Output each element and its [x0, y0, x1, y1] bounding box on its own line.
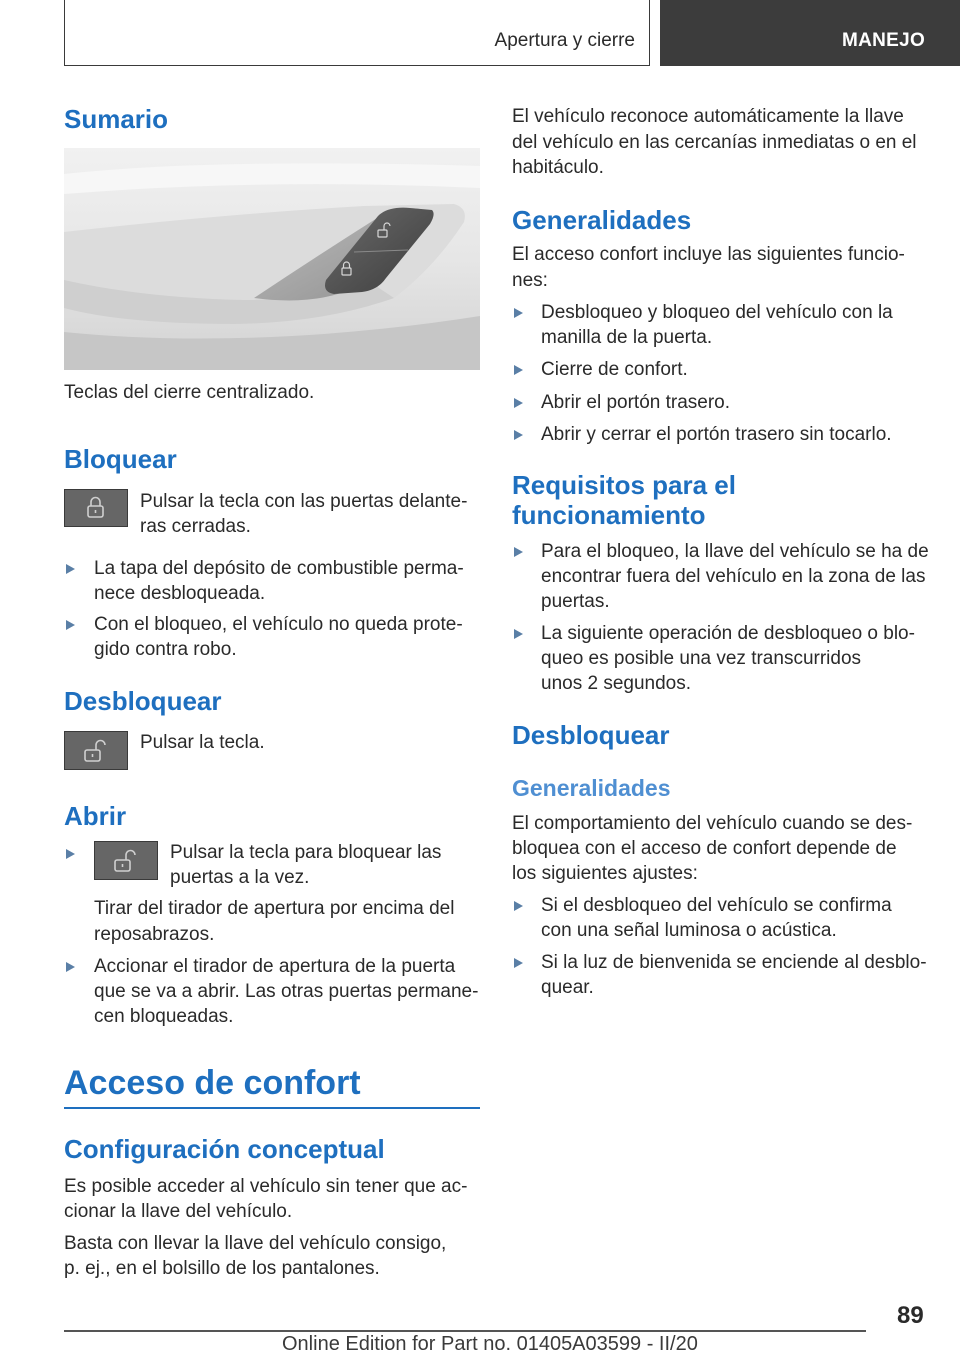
- heading-requisitos-line2: funcionamiento: [512, 500, 706, 530]
- req-bullet2-line2: queo es posible una vez transcurridos: [541, 648, 862, 669]
- gen-bullet3: Abrir el portón trasero.: [541, 392, 731, 413]
- desb-bullet2-line1: Si la luz de bienvenida se enciende al desblo-: [541, 952, 927, 973]
- triangle-right-icon: [514, 365, 523, 375]
- triangle-right-icon: [66, 962, 75, 972]
- triangle-right-icon: [66, 564, 75, 574]
- lock-key-button: [64, 489, 128, 527]
- gen-bullet1-line1: Desbloqueo y bloqueo del vehículo con la: [541, 302, 893, 323]
- header-box: [64, 0, 650, 66]
- bloquear-bullet1-line1: La tapa del depósito de combustible perma-: [94, 558, 464, 579]
- heading-requisitos-line1: Requisitos para el: [512, 470, 736, 500]
- config-p1-line2: cionar la llave del vehículo.: [64, 1201, 293, 1222]
- footer-divider: [64, 1330, 866, 1332]
- desb-bullet2-line2: quear.: [541, 977, 594, 998]
- config-p1-line1: Es posible acceder al vehículo sin tener que ac-: [64, 1176, 468, 1197]
- abrir-bullet2-line3: cen bloqueadas.: [94, 1006, 234, 1027]
- abrir-bullet1-line1: Pulsar la tecla para bloquear las: [170, 842, 442, 863]
- gen-bullet1-line2: manilla de la puerta.: [541, 327, 713, 348]
- gen-sub-text-line2: bloquea con el acceso de confort depende de: [512, 838, 897, 859]
- door-handle-illustration: [64, 148, 480, 370]
- triangle-right-icon: [514, 629, 523, 639]
- gen-bullet2: Cierre de confort.: [541, 359, 688, 380]
- page-number: 89: [897, 1302, 924, 1329]
- abrir-bullet2-line1: Accionar el tirador de apertura de la puerta: [94, 956, 456, 977]
- desbloquear-text: Pulsar la tecla.: [140, 732, 265, 753]
- config-p2-line2: p. ej., en el bolsillo de los pantalones.: [64, 1258, 380, 1279]
- triangle-right-icon: [514, 430, 523, 440]
- triangle-right-icon: [514, 547, 523, 557]
- intro-line2: del vehículo en las cercanías inmediatas o en el: [512, 132, 917, 153]
- config-p2-line1: Basta con llevar la llave del vehículo consigo,: [64, 1233, 447, 1254]
- header-section-title: Apertura y cierre: [494, 30, 635, 51]
- generalidades-text-line1: El acceso confort incluye las siguientes funcio-: [512, 244, 905, 265]
- req-bullet2-line3: unos 2 segundos.: [541, 673, 692, 694]
- heading-bloquear: Bloquear: [64, 444, 177, 474]
- req-bullet1-line1: Para el bloqueo, la llave del vehículo se ha de: [541, 541, 929, 562]
- heading-sumario: Sumario: [64, 104, 169, 134]
- triangle-right-icon: [514, 308, 523, 318]
- header-chapter-tab[interactable]: [660, 0, 960, 66]
- heading-generalidades: Generalidades: [512, 205, 692, 235]
- footer-edition: Online Edition for Part no. 01405A03599 - II/20: [282, 1333, 698, 1355]
- heading-abrir: Abrir: [64, 801, 127, 831]
- gen-bullet4: Abrir y cerrar el portón trasero sin tocarlo.: [541, 424, 892, 445]
- photo-caption: Teclas del cierre centralizado.: [64, 382, 315, 403]
- intro-line1: El vehículo reconoce automáticamente la llave: [512, 106, 904, 127]
- triangle-right-icon: [514, 398, 523, 408]
- bloquear-text-line1: Pulsar la tecla con las puertas delante-: [140, 491, 468, 512]
- triangle-right-icon: [66, 849, 75, 859]
- triangle-right-icon: [66, 620, 75, 630]
- section-divider: [64, 1107, 480, 1109]
- gen-sub-text-line3: los siguientes ajustes:: [512, 863, 698, 884]
- desb-bullet1-line1: Si el desbloqueo del vehículo se confirma: [541, 895, 892, 916]
- abrir-bullet2-line2: que se va a abrir. Las otras puertas permane-: [94, 981, 479, 1002]
- unlock-key-button: [64, 731, 128, 770]
- triangle-right-icon: [514, 958, 523, 968]
- bloquear-text-line2: ras cerradas.: [140, 516, 251, 537]
- bloquear-bullet2-line1: Con el bloqueo, el vehículo no queda prote-: [94, 614, 463, 635]
- header-chapter-label: MANEJO: [842, 30, 926, 51]
- generalidades-text-line2: nes:: [512, 270, 548, 291]
- heading-desbloquear-right: Desbloquear: [512, 720, 670, 750]
- unlock-key-button-small: [94, 841, 158, 880]
- intro-line3: habitáculo.: [512, 157, 604, 178]
- door-handle-photo: [64, 148, 480, 370]
- triangle-right-icon: [514, 901, 523, 911]
- subheading-generalidades: Generalidades: [512, 775, 671, 801]
- abrir-bullet1-cont-line1: Tirar del tirador de apertura por encima del: [94, 898, 455, 919]
- req-bullet1-line3: puertas.: [541, 591, 610, 612]
- req-bullet2-line1: La siguiente operación de desbloqueo o blo-: [541, 623, 915, 644]
- abrir-bullet1-line2: puertas a la vez.: [170, 867, 310, 888]
- req-bullet1-line2: encontrar fuera del vehículo en la zona de las: [541, 566, 926, 587]
- heading-configuracion: Configuración conceptual: [64, 1134, 385, 1164]
- heading-desbloquear-left: Desbloquear: [64, 686, 222, 716]
- heading-acceso-de-confort: Acceso de confort: [64, 1064, 361, 1102]
- gen-sub-text-line1: El comportamiento del vehículo cuando se des-: [512, 813, 913, 834]
- bloquear-bullet1-line2: nece desbloqueada.: [94, 583, 266, 604]
- bloquear-bullet2-line2: gido contra robo.: [94, 639, 237, 660]
- desb-bullet1-line2: con una señal luminosa o acústica.: [541, 920, 837, 941]
- abrir-bullet1-cont-line2: reposabrazos.: [94, 924, 215, 945]
